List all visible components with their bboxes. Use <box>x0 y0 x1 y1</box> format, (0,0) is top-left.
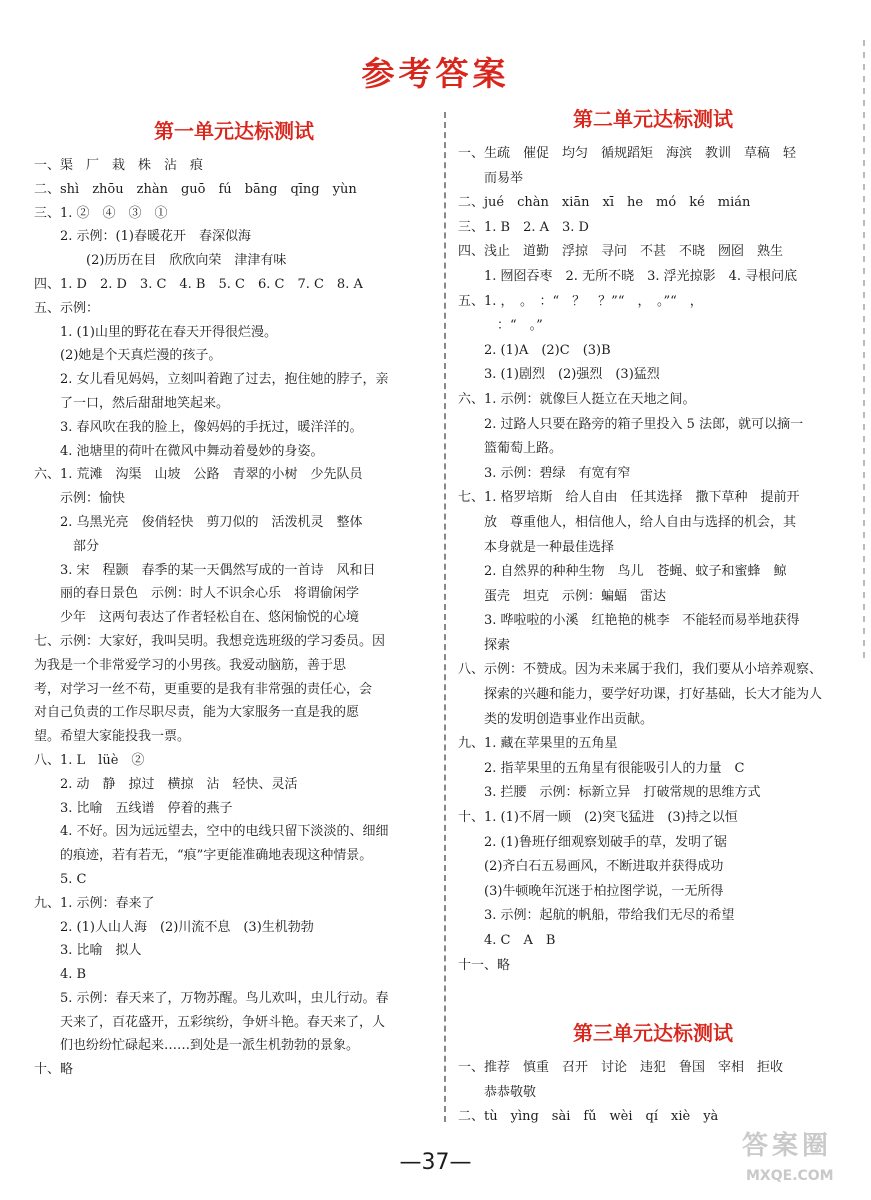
answer-line: 3. 比喻 拟人 <box>34 943 142 959</box>
column-divider <box>444 112 446 1122</box>
answer-line: 3. 宋 程颢 春季的某一天偶然写成的一首诗 风和日 <box>34 562 376 578</box>
answer-line: 一、渠 厂 栽 株 沾 痕 <box>34 158 204 173</box>
answer-line: (2)历历在目 欣欣向荣 津津有味 <box>34 253 287 269</box>
answer-line: 考，对学习一丝不苟，更重要的是我有非常强的责任心，会 <box>34 681 373 697</box>
unit2-heading: 第二单元达标测试 <box>573 107 733 131</box>
answer-line: 蛋壳 坦克 示例：蝙蝠 雷达 <box>458 588 667 604</box>
answer-line: 一、推荐 慎重 召开 讨论 违犯 鲁国 宰相 拒收 <box>458 1060 784 1076</box>
unit1-answers <box>34 154 434 1082</box>
answer-line: 5. 示例：春天来了，万物苏醒。鸟儿欢叫，虫儿行动。春 <box>34 990 389 1006</box>
answer-line: 本身就是一种最佳选择 <box>458 539 615 555</box>
answer-line: 八、1. L lüè ② <box>34 752 145 768</box>
answer-line: 的痕迹，若有若无，“痕”字更能准确地表现这种情景。 <box>34 848 373 864</box>
answer-line: 九、1. 示例：春来了 <box>34 895 155 911</box>
answer-line: 九、1. 藏在苹果里的五角星 <box>458 736 618 752</box>
answer-line: 五、1. ， 。 ：“ ？ ？”“ ， 。”“ ， <box>458 293 703 309</box>
answer-line: 少年 这两句表达了作者轻松自在、悠闲愉悦的心境 <box>34 610 360 626</box>
answer-line: 2. 乌黑光亮 俊俏轻快 剪刀似的 活泼机灵 整体 <box>34 514 363 530</box>
answer-line: 恭恭敬敬 <box>458 1084 537 1100</box>
answer-line: 五、示例： <box>34 300 100 316</box>
unit3-answers <box>458 1056 848 1130</box>
answer-line: 2. 动 静 掠过 横掠 沾 轻快、灵活 <box>34 776 298 792</box>
answer-line: 一、生疏 催促 均匀 循规蹈矩 海滨 教训 草稿 轻 <box>458 146 797 161</box>
answer-line: 类的发明创造事业作出贡献。 <box>458 711 654 727</box>
answer-line: 六、1. 荒滩 沟渠 山坡 公路 青翠的小树 少先队员 <box>34 467 363 483</box>
answer-line: 望。希望大家能投我一票。 <box>34 729 191 745</box>
answer-line: 4. 不好。因为远远望去，空中的电线只留下淡淡的、细细 <box>34 824 389 840</box>
answer-line: 十、1. (1)不屑一顾 (2)突飞猛进 (3)持之以恒 <box>458 810 738 826</box>
answer-line: 3. 比喻 五线谱 停着的燕子 <box>34 800 233 816</box>
answer-line: 二、tù yìng sài fǔ wèi qí xiè yà <box>458 1109 719 1125</box>
answer-line: 2. (1)鲁班仔细观察划破手的草，发明了锯 <box>458 834 727 850</box>
answer-line: 1. (1)山里的野花在春天开得很烂漫。 <box>34 324 277 340</box>
answer-line: 篮葡萄上路。 <box>458 441 563 457</box>
right-column <box>458 100 848 1130</box>
page-number: —37— <box>399 1150 472 1175</box>
answer-line: 六、1. 示例：就像巨人挺立在天地之间。 <box>458 391 696 407</box>
answer-line: 而易举 <box>458 170 524 186</box>
watermark-url: MXQE.COM <box>746 1168 834 1184</box>
answer-line: 3. 哗啦啦的小溪 红艳艳的桃李 不能轻而易举地获得 <box>458 613 800 629</box>
answer-line: 三、1. B 2. A 3. D <box>458 219 589 235</box>
answer-line: (2)齐白石五易画风，不断进取并获得成功 <box>458 859 724 875</box>
answer-line: 示例：愉快 <box>34 491 126 507</box>
answer-line: 3. 示例：碧绿 有宽有窄 <box>458 465 631 481</box>
answer-line: 3. 拦腰 示例：标新立异 打破常规的思维方式 <box>458 785 761 801</box>
answer-line: 四、浅止 道勤 浮掠 寻问 不甚 不晓 囫囵 熟生 <box>458 244 784 260</box>
answer-line: 二、jué chàn xiān xī he mó ké mián <box>458 195 751 211</box>
answer-line: 八、示例：不赞成。因为未来属于我们，我们要从小培养观察、 <box>458 662 823 678</box>
answer-line: 2. 示例：(1)春暖花开 春深似海 <box>34 229 251 245</box>
answer-line: 十、略 <box>34 1062 74 1078</box>
answer-line: 探索的兴趣和能力，要学好功课，打好基础，长大才能为人 <box>458 687 823 703</box>
watermark-text: 答案圈 <box>742 1131 833 1161</box>
section-gap <box>458 978 848 1014</box>
answer-line: 3. (1)剧烈 (2)强烈 (3)猛烈 <box>458 367 660 383</box>
answer-line: 4. 池塘里的荷叶在微风中舞动着曼妙的身姿。 <box>34 443 324 459</box>
answer-line: 天来了，百花盛开，五彩缤纷，争妍斗艳。春天来了，人 <box>34 1014 386 1030</box>
answer-line: 2. 过路人只要在路旁的箱子里投入 5 法郎，就可以摘一 <box>458 416 804 432</box>
left-column <box>34 112 434 1082</box>
answer-line: 丽的春日景色 示例：时人不识余心乐 将谓偷闲学 <box>34 586 360 602</box>
answer-line: 对自己负责的工作尽职尽责，能为大家服务一直是我的愿 <box>34 705 360 721</box>
answer-line: 十一、略 <box>458 957 511 973</box>
answer-line: 1. 囫囵吞枣 2. 无所不晓 3. 浮光掠影 4. 寻根问底 <box>458 268 798 284</box>
answer-line: (2)她是个天真烂漫的孩子。 <box>34 348 222 364</box>
answer-line: 四、1. D 2. D 3. C 4. B 5. C 6. C 7. C 8. A <box>34 276 363 292</box>
answer-line: (3)牛顿晚年沉迷于柏拉图学说，一无所得 <box>458 883 724 899</box>
watermark-logo <box>742 1128 860 1190</box>
answer-line: 2. 指苹果里的五角星有很能吸引人的力量 C <box>458 760 745 776</box>
answer-line: 2. 女儿看见妈妈，立刻叫着跑了过去，抱住她的脖子，亲 <box>34 372 389 388</box>
answer-line: ：“ 。” <box>458 318 543 334</box>
answer-line: 2. (1)人山人海 (2)川流不息 (3)生机勃勃 <box>34 919 314 935</box>
answer-line: 们也纷纷忙碌起来……到处是一派生机勃勃的景象。 <box>34 1038 360 1054</box>
unit1-heading: 第一单元达标测试 <box>154 119 314 143</box>
unit3-heading: 第三单元达标测试 <box>573 1021 733 1046</box>
answer-line: 七、1. 格罗培斯 给人自由 任其选择 撒下草种 提前开 <box>458 490 800 506</box>
answer-line: 了一口，然后甜甜地笑起来。 <box>34 395 230 411</box>
answer-line: 4. B <box>34 967 87 983</box>
answer-line: 4. C A B <box>458 933 556 948</box>
answer-line: 2. 自然界的种种生物 鸟儿 苍蝇、蚊子和蜜蜂 鲸 <box>458 564 787 580</box>
answer-line: 放 尊重他人，相信他人，给人自由与选择的机会，其 <box>458 514 797 530</box>
answer-line: 5. C <box>34 871 87 887</box>
answer-line: 2. (1)A (2)C (3)B <box>458 342 611 358</box>
answer-line: 3. 春风吹在我的脸上，像妈妈的手抚过，暖洋洋的。 <box>34 419 363 435</box>
answer-line: 3. 示例：起航的帆船，带给我们无尽的希望 <box>458 908 735 924</box>
unit2-answers <box>458 142 848 978</box>
answer-line: 七、示例：大家好，我叫吴明。我想竞选班级的学习委员。因 <box>34 633 386 649</box>
answer-line: 二、shì zhōu zhàn guō fú bāng qīng yùn <box>34 181 357 197</box>
binding-edge <box>863 40 865 660</box>
answer-line: 探索 <box>458 637 511 653</box>
answer-line: 为我是一个非常爱学习的小男孩。我爱动脑筋，善于思 <box>34 657 347 673</box>
answer-line: 三、1. ② ④ ③ ① <box>34 205 168 221</box>
answer-line: 部分 <box>34 538 100 554</box>
page-title: 参考答案 <box>361 54 510 93</box>
